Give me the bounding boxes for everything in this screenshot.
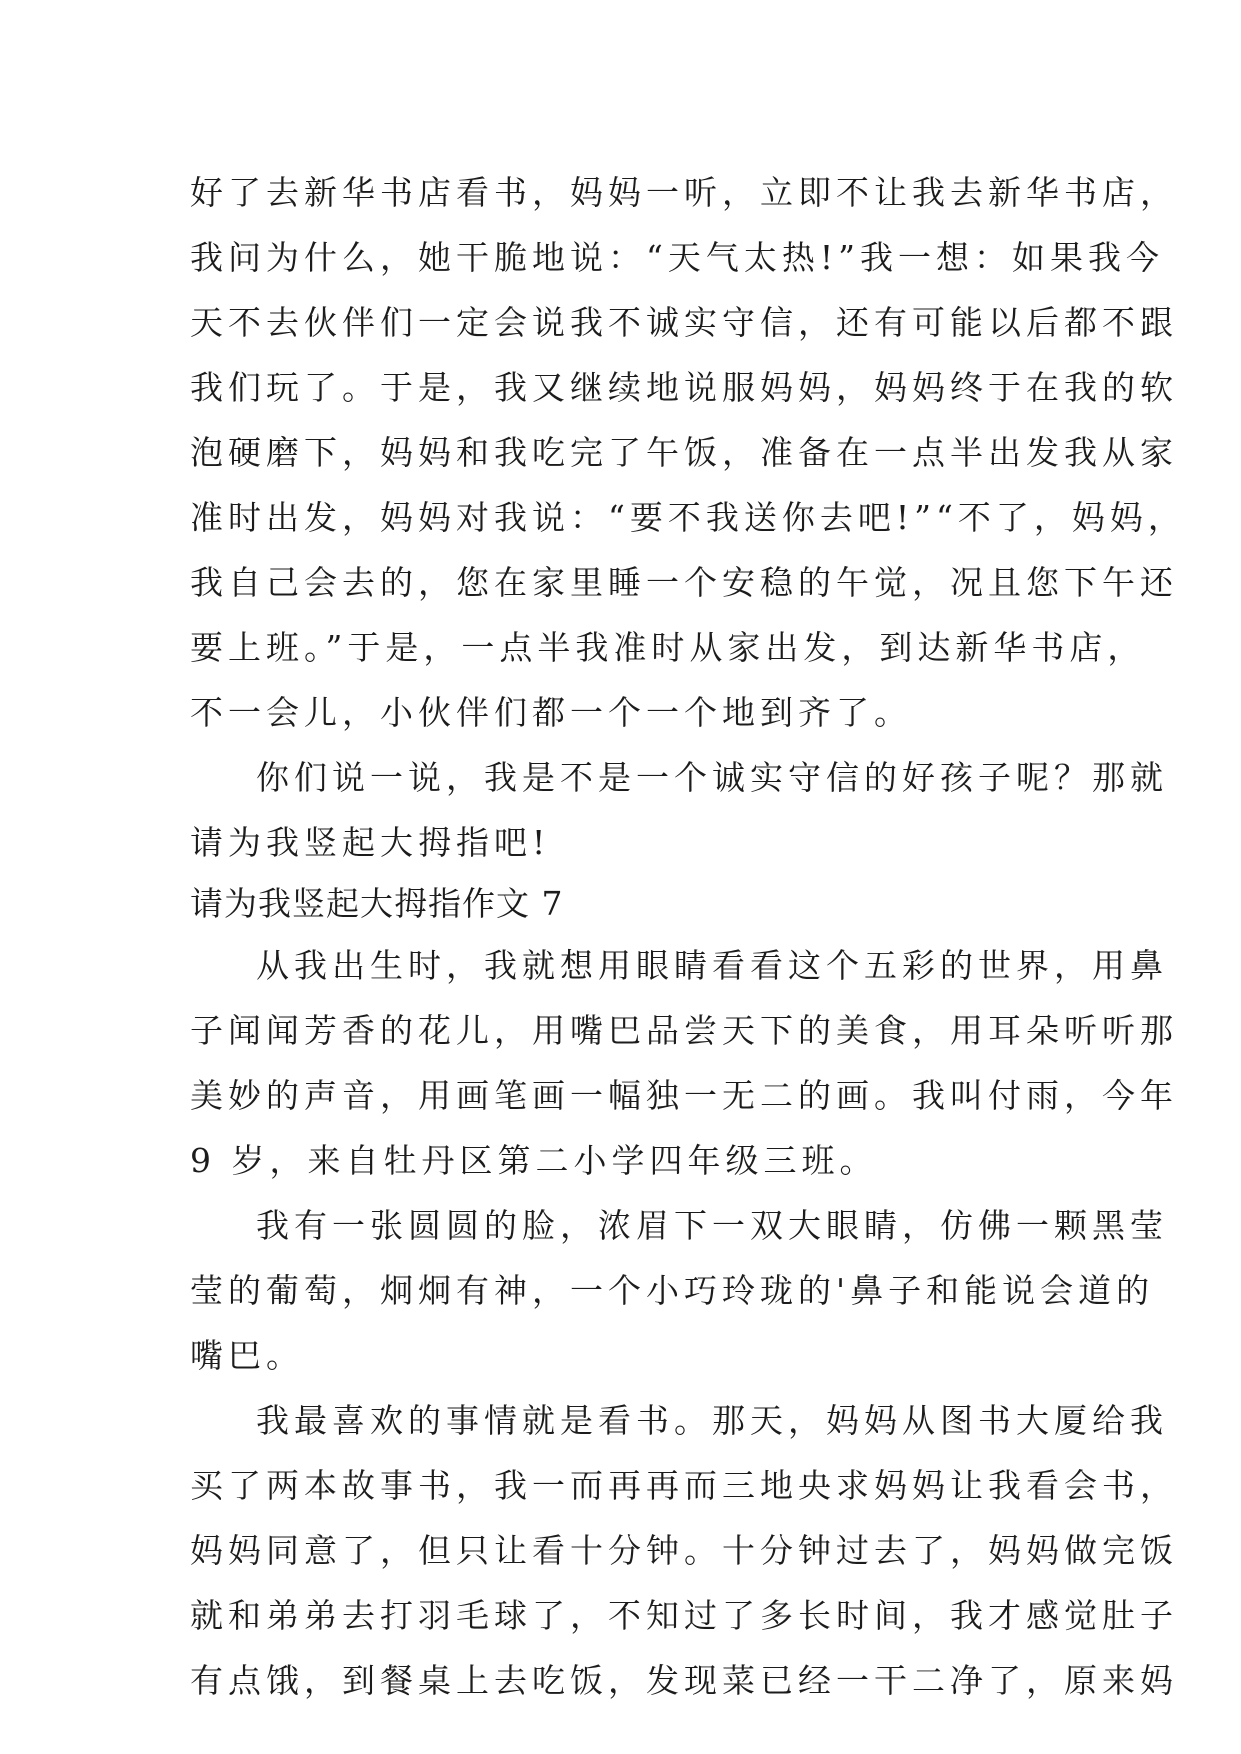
text-line: 嘴巴。 — [190, 1336, 304, 1375]
text-line: 9 岁，来自牡丹区第二小学四年级三班。 — [190, 1141, 878, 1180]
document-body — [190, 160, 1186, 1713]
text-line: 准时出发，妈妈对我说：“要不我送你去吧!”“不了，妈妈， — [190, 498, 1186, 537]
text-line: 你们说一说，我是不是一个诚实守信的好孩子呢？那就 — [256, 758, 1168, 797]
text-line: 我们玩了。于是，我又继续地说服妈妈，妈妈终于在我的软 — [190, 368, 1178, 407]
text-line: 我自己会去的，您在家里睡一个安稳的午觉，况且您下午还 — [190, 563, 1178, 602]
text-line: 泡硬磨下，妈妈和我吃完了午饭，准备在一点半出发我从家 — [190, 433, 1178, 472]
text-line: 好了去新华书店看书，妈妈一听，立即不让我去新华书店， — [190, 173, 1178, 212]
text-line: 我最喜欢的事情就是看书。那天，妈妈从图书大厦给我 — [256, 1401, 1168, 1440]
text-line: 莹的葡萄，炯炯有神，一个小巧玲珑的'鼻子和能说会道的 — [190, 1271, 1155, 1310]
text-line: 从我出生时，我就想用眼睛看看这个五彩的世界，用鼻 — [256, 946, 1168, 985]
text-line: 有点饿，到餐桌上去吃饭，发现菜已经一干二净了，原来妈 — [190, 1661, 1178, 1700]
text-line: 天不去伙伴们一定会说我不诚实守信，还有可能以后都不跟 — [190, 303, 1178, 342]
text-line: 我问为什么，她干脆地说：“天气太热!”我一想：如果我今 — [190, 238, 1165, 277]
section-heading: 请为我竖起大拇指作文 7 — [190, 884, 564, 923]
text-line: 请为我竖起大拇指吧! — [190, 823, 551, 862]
text-line: 不一会儿，小伙伴们都一个一个地到齐了。 — [190, 693, 912, 732]
text-line: 子闻闻芳香的花儿，用嘴巴品尝天下的美食，用耳朵听听那 — [190, 1011, 1178, 1050]
text-line: 买了两本故事书，我一而再再而三地央求妈妈让我看会书， — [190, 1466, 1178, 1505]
text-line: 妈妈同意了，但只让看十分钟。十分钟过去了，妈妈做完饭 — [190, 1531, 1178, 1570]
text-line: 美妙的声音，用画笔画一幅独一无二的画。我叫付雨，今年 — [190, 1076, 1178, 1115]
text-line: 要上班。”于是，一点半我准时从家出发，到达新华书店， — [190, 628, 1146, 667]
text-line: 我有一张圆圆的脸，浓眉下一双大眼睛，仿佛一颗黑莹 — [256, 1206, 1168, 1245]
text-line: 就和弟弟去打羽毛球了，不知过了多长时间，我才感觉肚子 — [190, 1596, 1178, 1635]
